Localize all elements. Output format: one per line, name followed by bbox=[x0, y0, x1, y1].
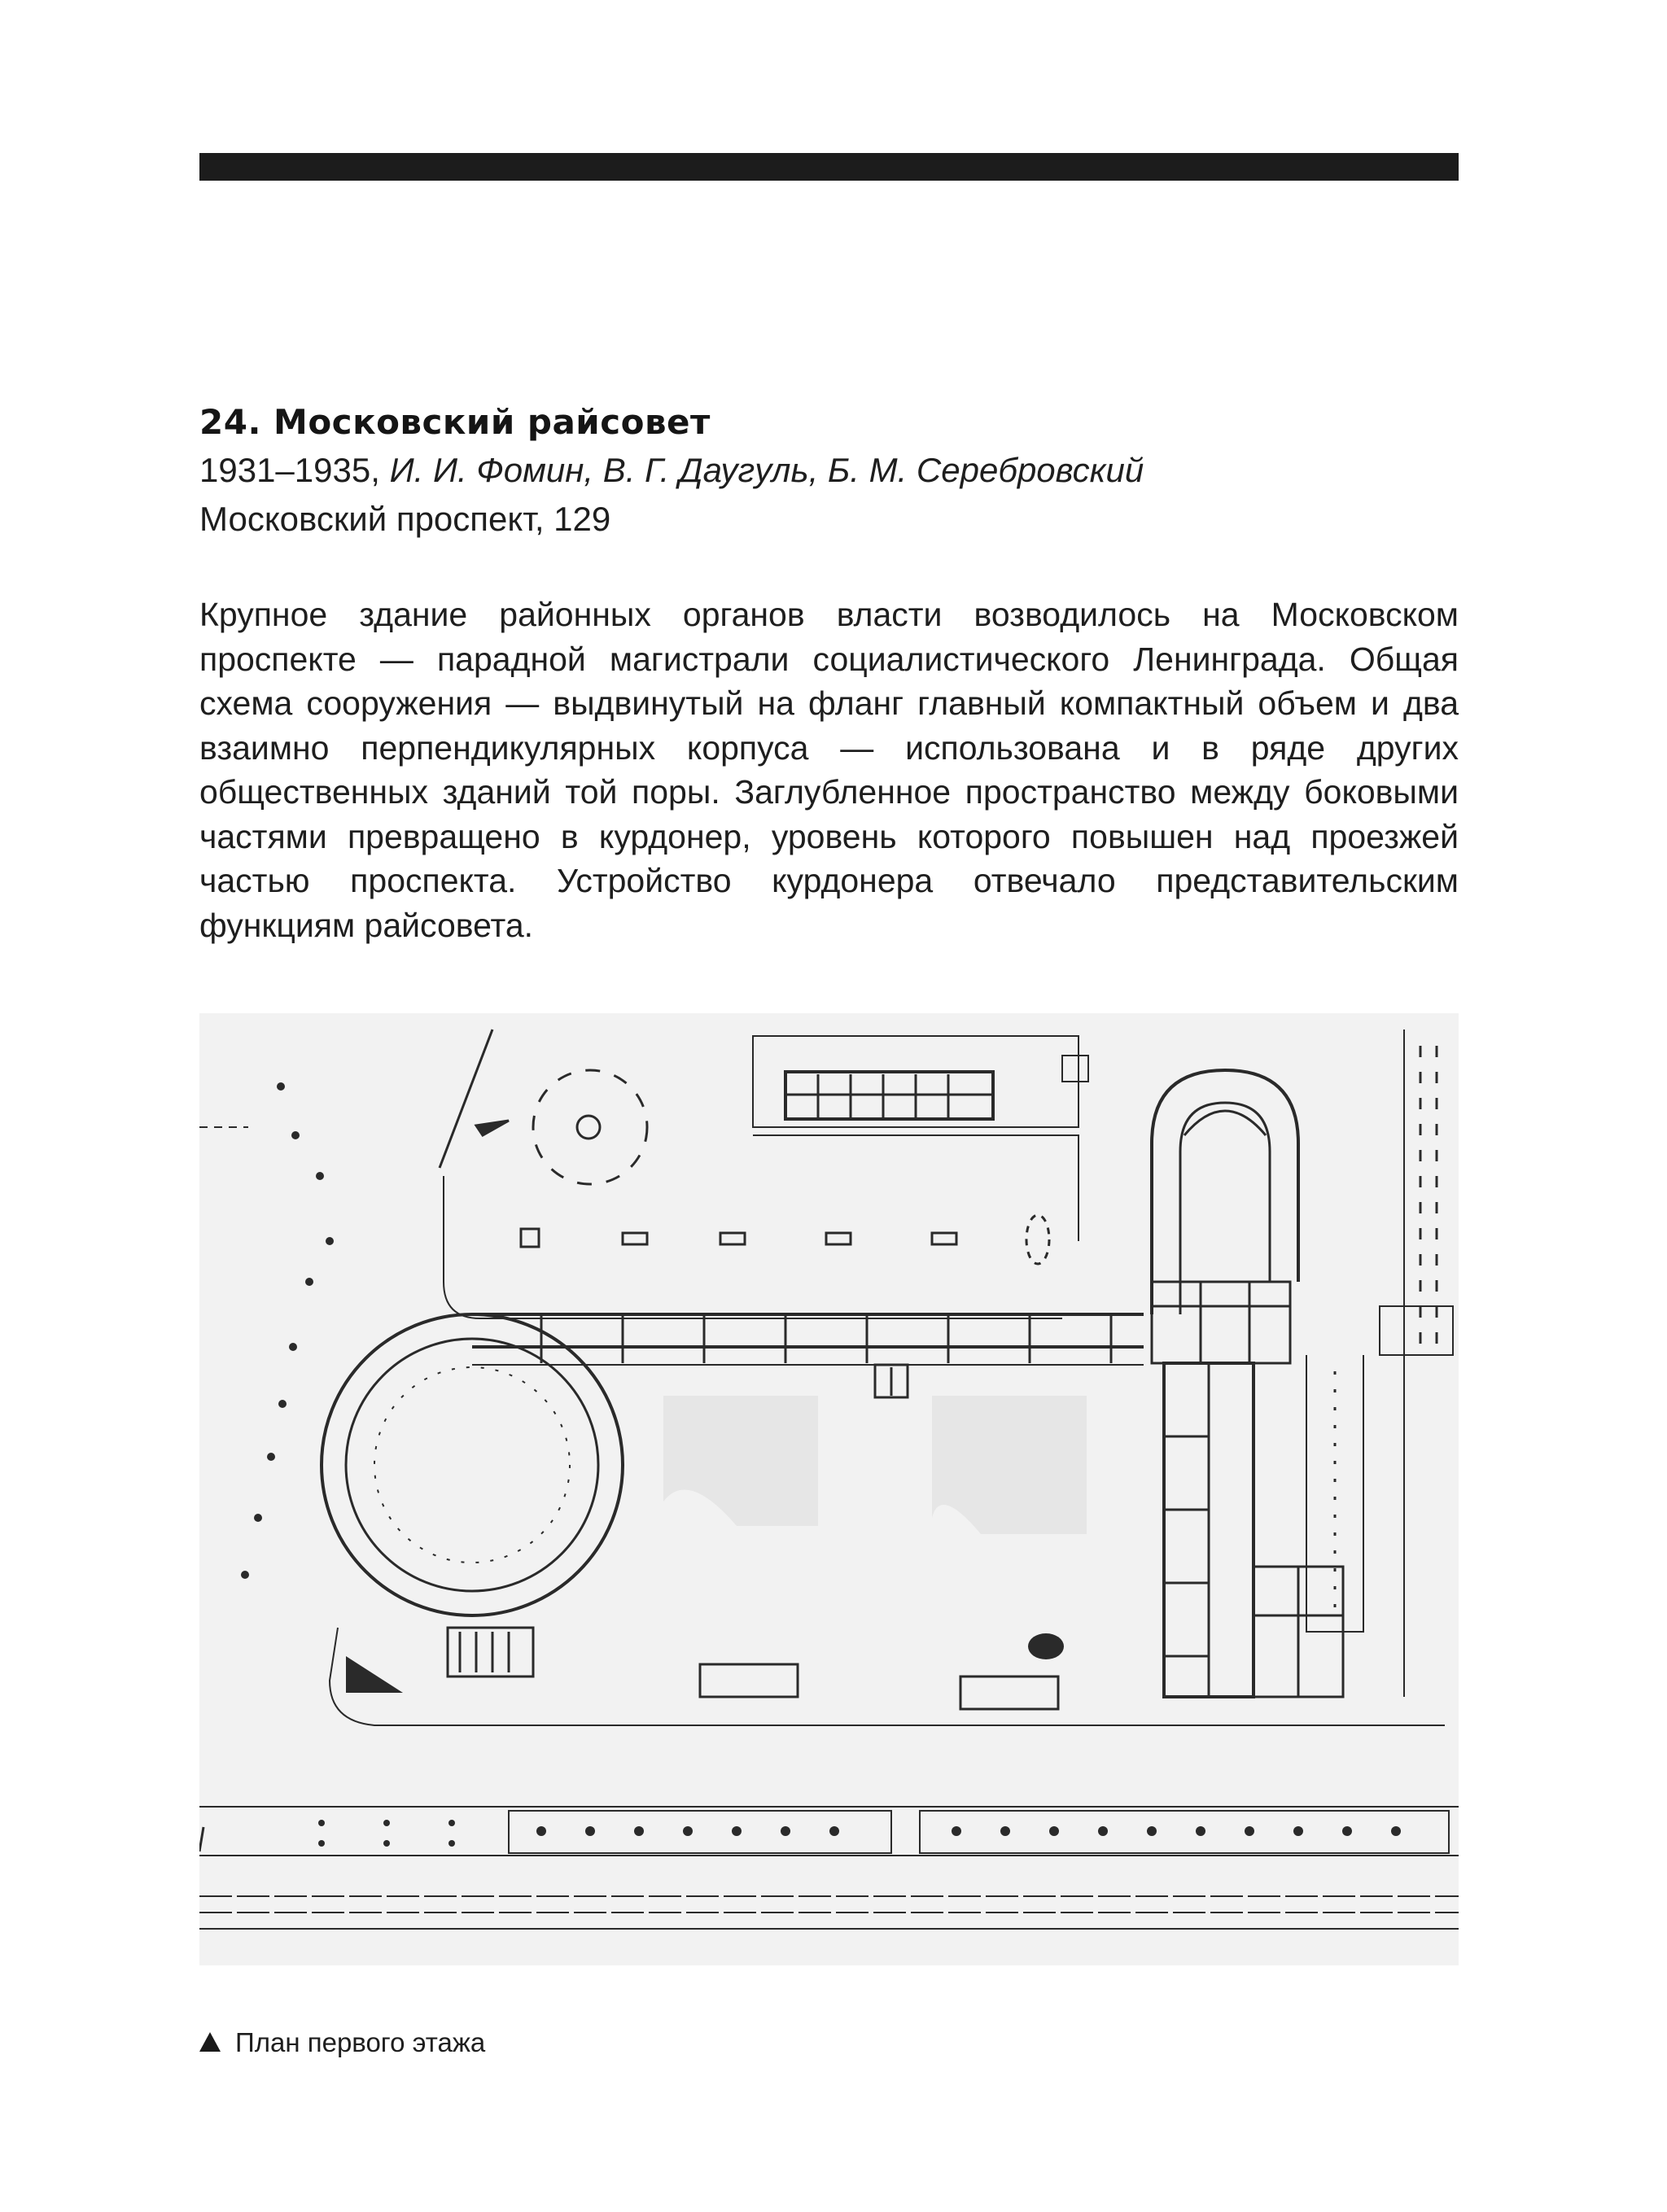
entry-authors: И. И. Фомин, В. Г. Даугуль, Б. М. Серебровский bbox=[389, 451, 1144, 489]
entry-address: Московский проспект, 129 bbox=[199, 500, 611, 538]
figure-caption-text: План первого этажа bbox=[235, 2027, 486, 2057]
entry-title: 24. Московский райсовет bbox=[199, 402, 711, 442]
entry-header bbox=[199, 399, 1459, 544]
entry-years: 1931–1935, bbox=[199, 451, 380, 489]
entry-meta bbox=[199, 446, 1459, 495]
floor-plan-figure bbox=[199, 1013, 1459, 1965]
triangle-up-icon bbox=[199, 2032, 221, 2052]
floor-plan-drawing bbox=[199, 1013, 1459, 1965]
top-rule bbox=[199, 153, 1459, 181]
figure-caption bbox=[199, 2025, 485, 2061]
body-paragraph: Крупное здание районных органов власти возводилось на Московском проспекте — парадной магистрали социалистического Ленинграда. Общая схема сооружения — выдвинутый на фланг главный компактный объем и два взаимно перпендикулярных корпуса — использована и в ряде других общественных зданий той поры. Заглубленное пространство между боковыми частями превращено в курдонер, уровень которого повышен над проезжей частью проспекта. Устройство курдонера отвечало представительским функциям райсовета. bbox=[199, 596, 1459, 944]
